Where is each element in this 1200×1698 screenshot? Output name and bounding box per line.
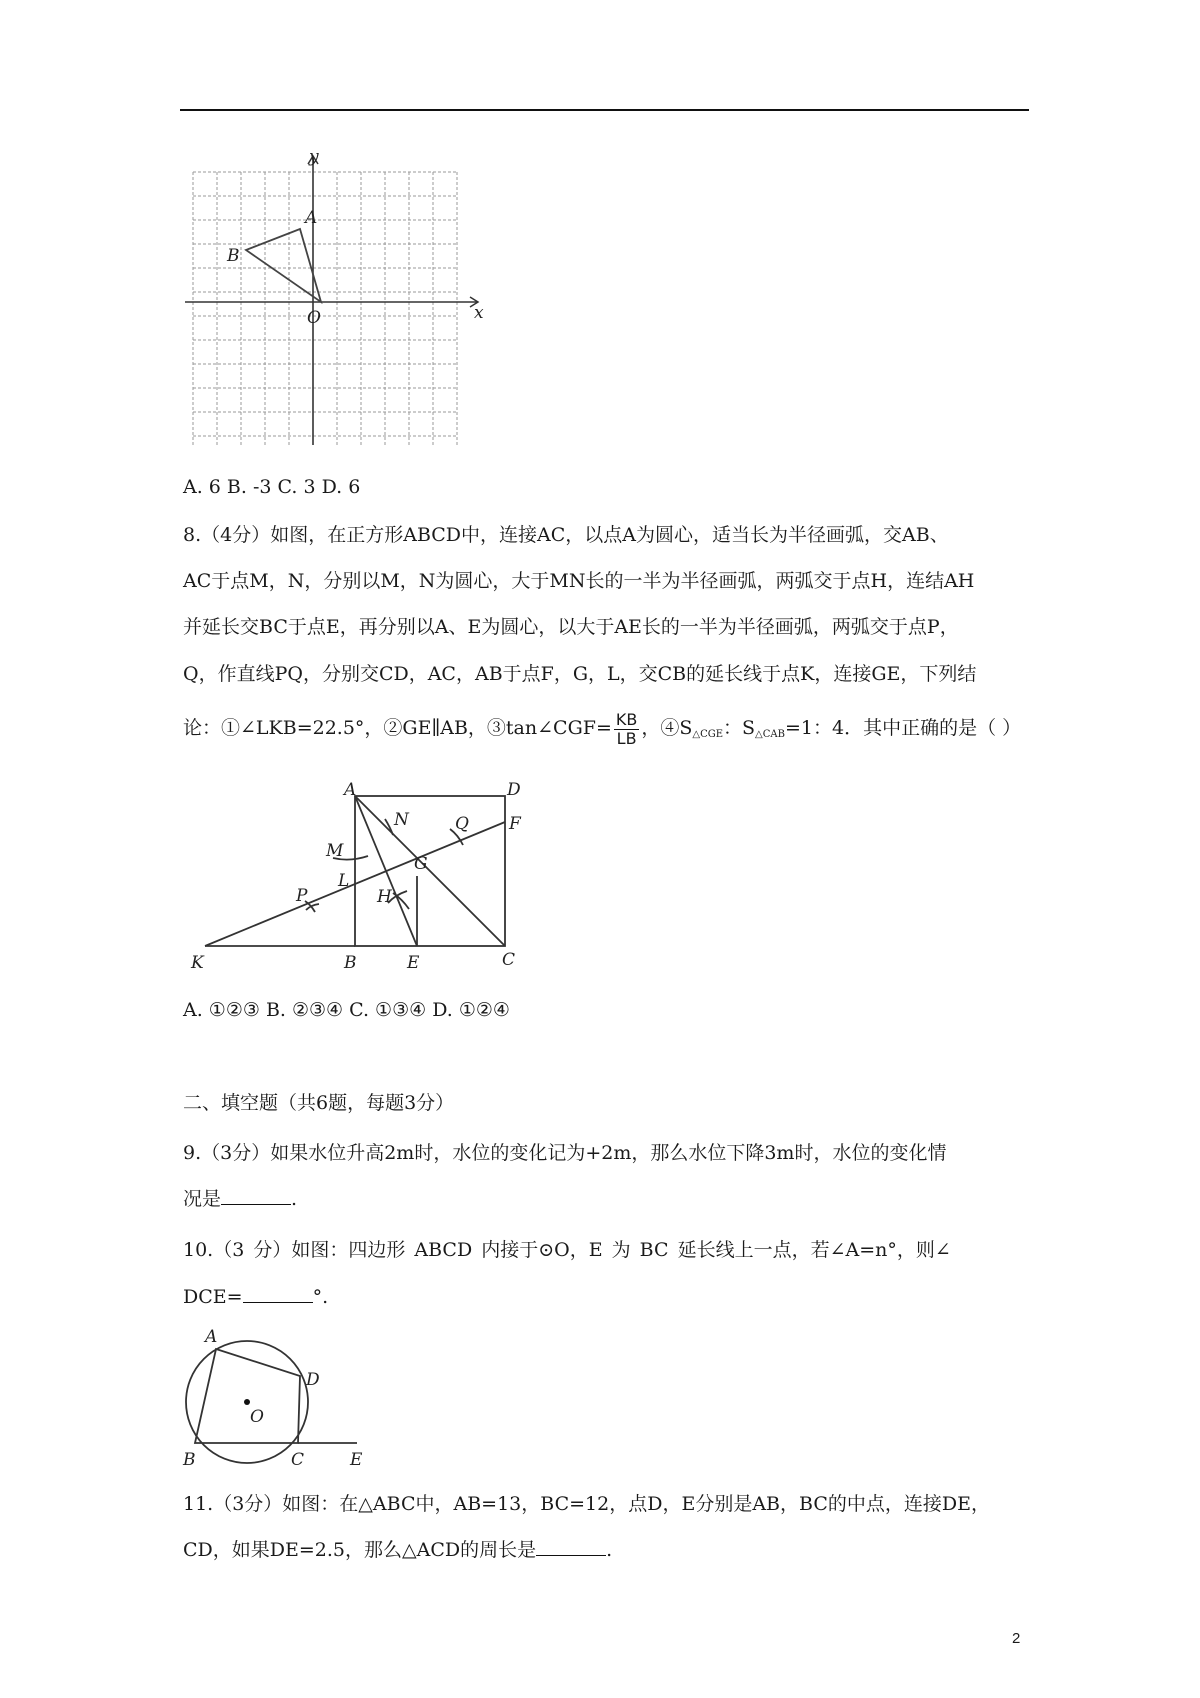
circle-figure xyxy=(180,1325,370,1475)
label-f: F xyxy=(509,814,521,834)
label-c: C xyxy=(502,950,516,970)
label-b: B xyxy=(183,1450,196,1470)
q8-line-4: Q，作直线PQ，分别交CD，AC，AB于点F，G，L，交CB的延长线于点K，连接GE，下列结 xyxy=(183,663,977,685)
label-a: A xyxy=(344,780,357,800)
label-d: D xyxy=(306,1370,320,1390)
point-o-label: O xyxy=(307,308,321,328)
square-figure xyxy=(180,775,540,980)
fraction-kb-lb xyxy=(614,711,639,748)
q11-end: . xyxy=(606,1539,613,1561)
header-rule xyxy=(180,109,1029,111)
quadrilateral-abcd xyxy=(195,1349,300,1443)
q10-prompt: DCE= xyxy=(183,1286,243,1308)
q9-line-2 xyxy=(183,1186,297,1212)
q9-answer-blank[interactable] xyxy=(221,1186,291,1205)
label-l: L xyxy=(338,871,350,891)
q11-prompt: CD，如果DE=2.5，那么△ACD的周长是 xyxy=(183,1539,537,1561)
q10-end: °. xyxy=(312,1286,329,1308)
label-e: E xyxy=(407,953,420,973)
center-dot xyxy=(244,1399,250,1405)
point-a-label: A xyxy=(305,208,318,228)
label-g: G xyxy=(414,854,428,874)
q10-line-2 xyxy=(183,1284,328,1310)
q8-line-3: 并延长交BC于点E，再分别以A、E为圆心，以大于AE长的一半为半径画弧，两弧交于点P， xyxy=(183,616,959,638)
label-a: A xyxy=(205,1327,218,1347)
point-b-label: B xyxy=(227,246,240,266)
q9-end: . xyxy=(291,1188,298,1210)
q9-line-1: 9.（3分）如果水位升高2m时，水位的变化记为+2m，那么水位下降3m时，水位的变化情 xyxy=(183,1142,947,1164)
q8-line-5a: 论：①∠LKB=22.5°，②GE∥AB，③tan∠CGF= xyxy=(183,717,612,739)
q8-line-5 xyxy=(183,708,1021,755)
diagonal-ac xyxy=(355,796,505,946)
q8-options: A. ①②③ B. ②③④ C. ①③④ D. ①②④ xyxy=(183,999,510,1021)
label-p: P xyxy=(296,886,308,906)
y-axis-label: y xyxy=(309,150,319,167)
label-q: Q xyxy=(455,814,469,834)
q10-answer-blank[interactable] xyxy=(243,1284,313,1303)
page-number: 2 xyxy=(1012,1630,1021,1647)
q11-line-2 xyxy=(183,1537,612,1563)
q9-prompt: 况是 xyxy=(183,1188,222,1210)
q8-line-5b: ，④S xyxy=(641,717,693,739)
q8-line-1: 8.（4分）如图，在正方形ABCD中，连接AC，以点A为圆心，适当长为半径画弧，交AB、 xyxy=(183,524,949,546)
label-h: H xyxy=(377,887,392,907)
triangle-abo xyxy=(246,229,321,302)
q10-line-1: 10.（3 分）如图：四边形 ABCD 内接于⊙O，E 为 BC 延长线上一点，若∠A=n°，则∠ xyxy=(183,1239,951,1261)
label-m: M xyxy=(326,841,344,861)
label-c: C xyxy=(291,1450,305,1470)
label-e: E xyxy=(350,1450,363,1470)
section-2-heading: 二、填空题（共6题，每题3分） xyxy=(183,1092,455,1114)
subscript-cge: △CGE xyxy=(692,729,724,740)
q7-options: A. 6 B. -3 C. 3 D. 6 xyxy=(183,476,361,498)
grid-lines xyxy=(193,172,457,445)
label-o: O xyxy=(250,1407,264,1427)
fraction-numerator: KB xyxy=(615,709,638,729)
label-d: D xyxy=(507,780,521,800)
q8-line-5d: =1：4．其中正确的是（ ） xyxy=(784,717,1022,739)
q11-answer-blank[interactable] xyxy=(536,1537,606,1556)
q8-line-2: AC于点M，N，分别以M，N为圆心，大于MN长的一半为半径画弧，两弧交于点H，连结AH xyxy=(183,570,975,592)
label-n: N xyxy=(394,810,409,830)
subscript-cab: △CAB xyxy=(755,729,785,740)
q8-line-5c: ：S xyxy=(723,717,756,739)
grid-figure xyxy=(180,150,490,450)
label-k: K xyxy=(191,953,204,973)
x-axis-label: x xyxy=(474,303,484,323)
label-b: B xyxy=(344,953,357,973)
q11-line-1: 11.（3分）如图：在△ABC中，AB=13，BC=12，点D，E分别是AB，BC的中点，连接DE， xyxy=(183,1493,990,1515)
fraction-denominator: LB xyxy=(616,728,637,748)
